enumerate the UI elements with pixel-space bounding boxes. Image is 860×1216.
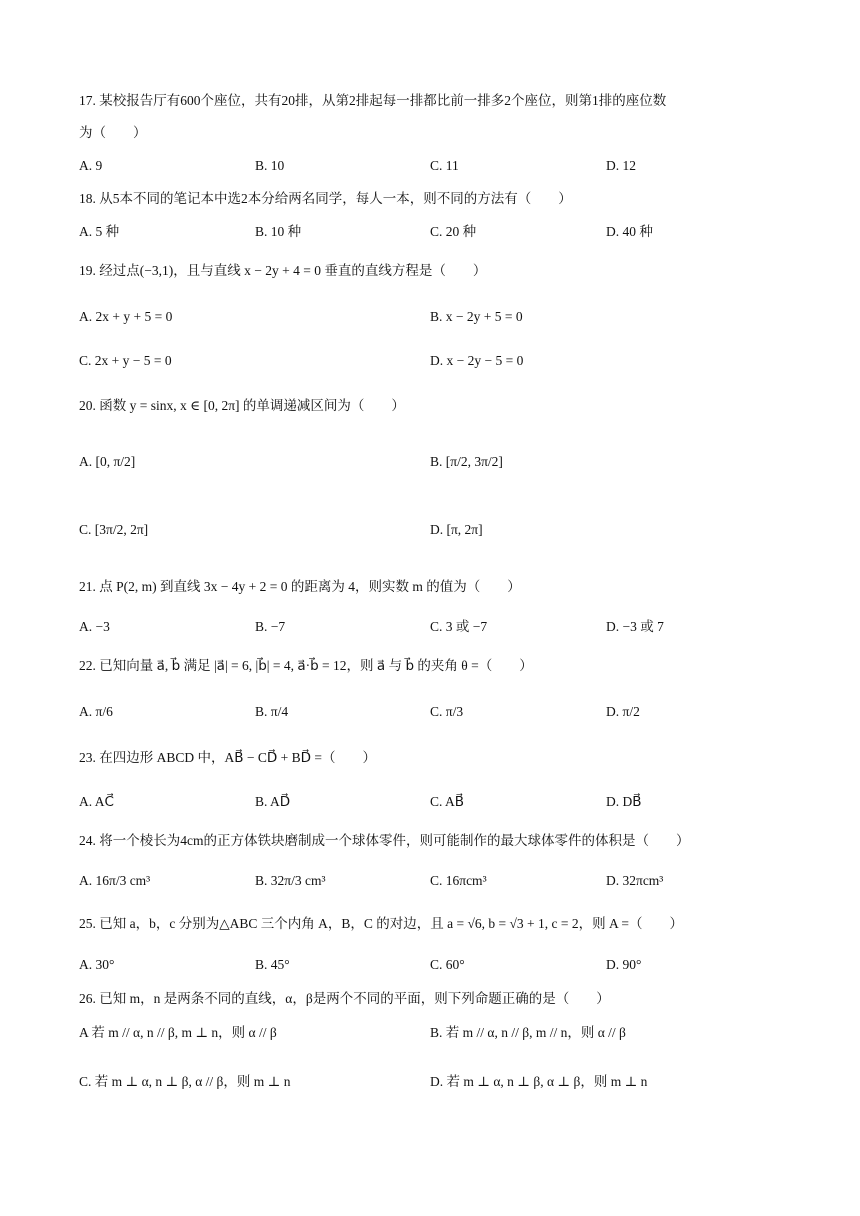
q26-option-b[interactable]: B. 若 m // α, n // β, m // n，则 α // β [430, 1025, 626, 1040]
q26-option-a[interactable]: A 若 m // α, n // β, m ⊥ n，则 α // β [79, 1025, 277, 1040]
q18-option-c[interactable]: C. 20 种 [430, 224, 477, 239]
q24-stem: 24. 将一个棱长为4cm的正方体铁块磨制成一个球体零件，则可能制作的最大球体零件的体积是（ ） [79, 833, 690, 848]
q19-option-b[interactable]: B. x − 2y + 5 = 0 [430, 309, 523, 324]
q20-option-b[interactable]: B. [π/2, 3π/2] [430, 454, 503, 469]
q22-stem: 22. 已知向量 a⃗, b⃗ 满足 |a⃗| = 6, |b⃗| = 4, a⃗·b⃗ = 12，则 a⃗ 与 b⃗ 的夹角 θ =（ ） [79, 658, 533, 673]
q17-stem-line2: 为（ ） [79, 125, 147, 140]
q19-option-a[interactable]: A. 2x + y + 5 = 0 [79, 309, 173, 324]
q24-option-a[interactable]: A. 16π/3 cm³ [79, 873, 151, 888]
q20-stem: 20. 函数 y = sinx, x ∈ [0, 2π] 的单调递减区间为（ ） [79, 398, 405, 413]
q23-option-c[interactable]: C. AB⃗ [430, 794, 465, 809]
q18-option-b[interactable]: B. 10 种 [255, 224, 302, 239]
q23-stem: 23. 在四边形 ABCD 中，AB⃗ − CD⃗ + BD⃗ =（ ） [79, 750, 377, 765]
q21-option-d[interactable]: D. −3 或 7 [606, 619, 664, 634]
q23-option-a[interactable]: A. AC⃗ [79, 794, 114, 809]
q26-stem: 26. 已知 m，n 是两条不同的直线，α，β是两个不同的平面，则下列命题正确的是（ ） [79, 991, 610, 1006]
q20-option-a[interactable]: A. [0, π/2] [79, 454, 136, 469]
q21-option-b[interactable]: B. −7 [255, 619, 286, 634]
q19-option-c[interactable]: C. 2x + y − 5 = 0 [79, 353, 172, 368]
q26-option-d[interactable]: D. 若 m ⊥ α, n ⊥ β, α ⊥ β，则 m ⊥ n [430, 1074, 648, 1089]
q18-option-a[interactable]: A. 5 种 [79, 224, 120, 239]
q17-option-a[interactable]: A. 9 [79, 158, 103, 173]
q17-stem-line1: 17. 某校报告厅有600个座位，共有20排，从第2排起每一排都比前一排多2个座位，则第1排的座位数 [79, 93, 667, 108]
q18-option-d[interactable]: D. 40 种 [606, 224, 653, 239]
q24-option-b[interactable]: B. 32π/3 cm³ [255, 873, 326, 888]
q25-stem: 25. 已知 a，b，c 分别为△ABC 三个内角 A，B，C 的对边，且 a = √6, b = √3 + 1, c = 2，则 A =（ ） [79, 916, 684, 931]
q19-option-d[interactable]: D. x − 2y − 5 = 0 [430, 353, 524, 368]
q22-option-d[interactable]: D. π/2 [606, 704, 640, 719]
q22-option-a[interactable]: A. π/6 [79, 704, 113, 719]
q25-option-c[interactable]: C. 60° [430, 957, 465, 972]
q21-stem: 21. 点 P(2, m) 到直线 3x − 4y + 2 = 0 的距离为 4，则实数 m 的值为（ ） [79, 579, 521, 594]
q20-option-c[interactable]: C. [3π/2, 2π] [79, 522, 149, 537]
q17-option-b[interactable]: B. 10 [255, 158, 285, 173]
q18-stem: 18. 从5本不同的笔记本中选2本分给两名同学，每人一本，则不同的方法有（ ） [79, 191, 572, 206]
q25-option-d[interactable]: D. 90° [606, 957, 642, 972]
q22-option-c[interactable]: C. π/3 [430, 704, 464, 719]
q23-option-d[interactable]: D. DB⃗ [606, 794, 642, 809]
q24-option-c[interactable]: C. 16πcm³ [430, 873, 487, 888]
q17-option-d[interactable]: D. 12 [606, 158, 636, 173]
q25-option-b[interactable]: B. 45° [255, 957, 290, 972]
q24-option-d[interactable]: D. 32πcm³ [606, 873, 664, 888]
q21-option-c[interactable]: C. 3 或 −7 [430, 619, 488, 634]
q21-option-a[interactable]: A. −3 [79, 619, 110, 634]
q20-option-d[interactable]: D. [π, 2π] [430, 522, 483, 537]
q17-option-c[interactable]: C. 11 [430, 158, 459, 173]
q19-stem: 19. 经过点(−3,1)，且与直线 x − 2y + 4 = 0 垂直的直线方程是（ ） [79, 263, 487, 278]
q26-option-c[interactable]: C. 若 m ⊥ α, n ⊥ β, α // β，则 m ⊥ n [79, 1074, 291, 1089]
q22-option-b[interactable]: B. π/4 [255, 704, 289, 719]
q23-option-b[interactable]: B. AD⃗ [255, 794, 291, 809]
q25-option-a[interactable]: A. 30° [79, 957, 115, 972]
